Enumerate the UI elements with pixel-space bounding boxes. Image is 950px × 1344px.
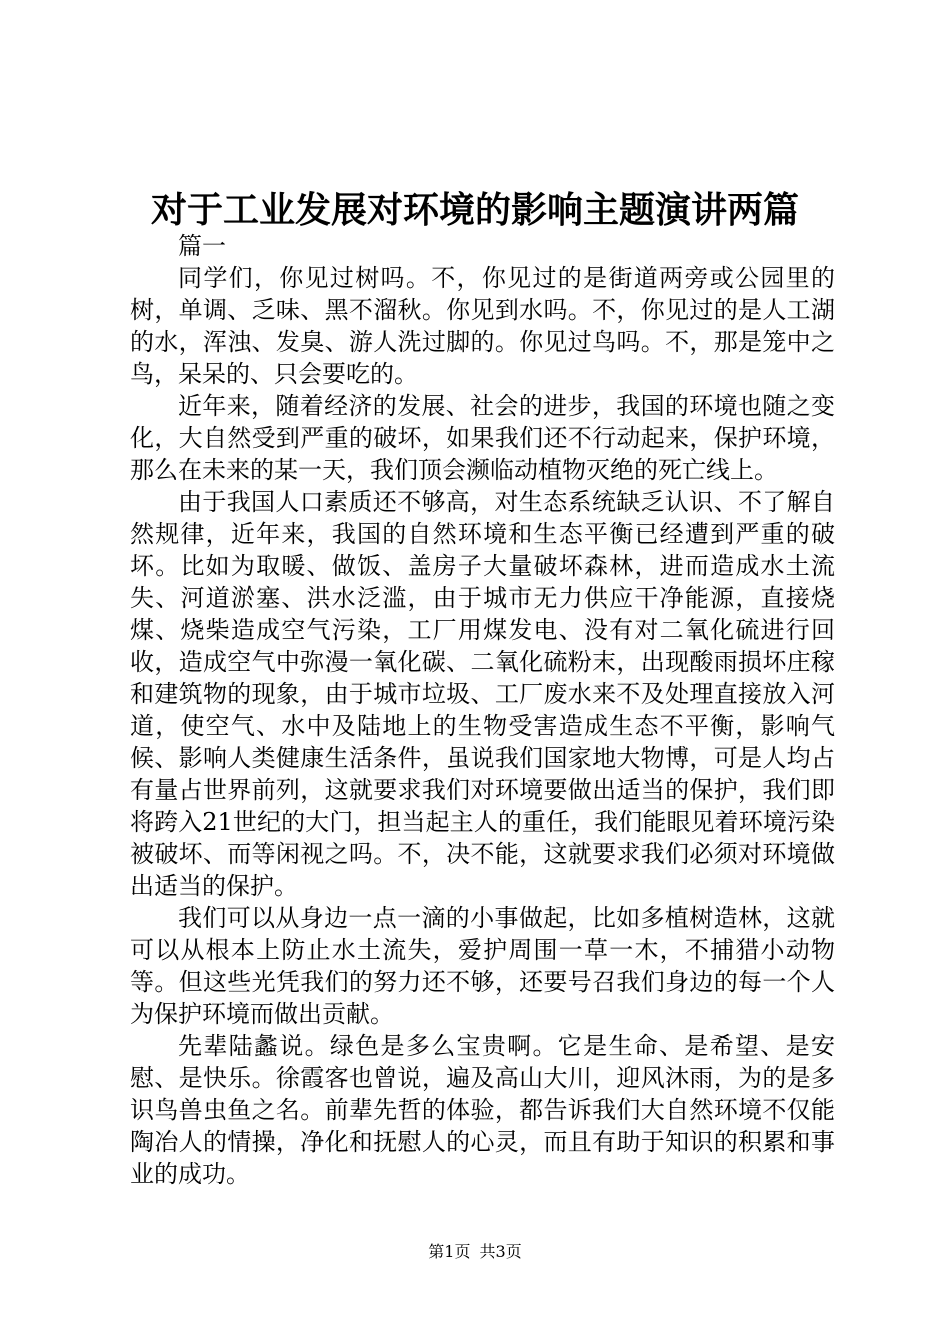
page-footer bbox=[0, 1240, 950, 1264]
document-body bbox=[130, 230, 835, 1190]
paragraph-2: 近年来，随着经济的发展、社会的进步，我国的环境也随之变化，大自然受到严重的破坏，如果我们还不行动起来，保护环境，那么在未来的某一天，我们顶会濒临动植物灭绝的死亡线上。 bbox=[130, 392, 835, 484]
page-number-total: 共3页 bbox=[479, 1242, 522, 1261]
page-number-current: 第1页 bbox=[428, 1242, 471, 1261]
document-title: 对于工业发展对环境的影响主题演讲两篇 bbox=[150, 189, 799, 231]
section-label: 篇一 bbox=[178, 232, 226, 260]
paragraph-4: 我们可以从身边一点一滴的小事做起，比如多植树造林，这就可以从根本上防止水土流失，爱护周围一草一木，不捕猎小动物等。但这些光凭我们的努力还不够，还要号召我们身边的每一个人为保护环境而做出贡献。 bbox=[130, 904, 835, 1028]
paragraph-3: 由于我国人口素质还不够高，对生态系统缺乏认识、不了解自然规律，近年来，我国的自然环境和生态平衡已经遭到严重的破坏。比如为取暖、做饭、盖房子大量破坏森林，进而造成水土流失、河道淤塞、洪水泛滥，由于城市无力供应干净能源，直接烧煤、烧柴造成空气污染，工厂用煤发电、没有对二氧化硫进行回收，造成空气中弥漫一氧化碳、二氧化硫粉末，出现酸雨损坏庄稼和建筑物的现象，由于城市垃圾、工厂废水来不及处理直接放入河道，使空气、水中及陆地上的生物受害造成生态不平衡，影响气候、影响人类健康生活条件，虽说我们国家地大物博，可是人均占有量占世界前列，这就要求我们对环境要做出适当的保护，我们即将跨入21世纪的大门，担当起主人的重任，我们能眼见着环境污染被破坏、而等闲视之吗。不，决不能，这就要求我们必须对环境做出适当的保护。 bbox=[130, 488, 835, 900]
paragraph-1: 同学们，你见过树吗。不，你见过的是街道两旁或公园里的树，单调、乏味、黑不溜秋。你见到水吗。不，你见过的是人工湖的水，浑浊、发臭、游人洗过脚的。你见过鸟吗。不，那是笼中之鸟，呆呆的、只会要吃的。 bbox=[130, 264, 835, 388]
paragraph-5: 先辈陆蠡说。绿色是多么宝贵啊。它是生命、是希望、是安慰、是快乐。徐霞客也曾说，遍及高山大川，迎风沐雨，为的是多识鸟兽虫鱼之名。前辈先哲的体验，都告诉我们大自然环境不仅能陶冶人的情操，净化和抚慰人的心灵，而且有助于知识的积累和事业的成功。 bbox=[130, 1032, 835, 1188]
